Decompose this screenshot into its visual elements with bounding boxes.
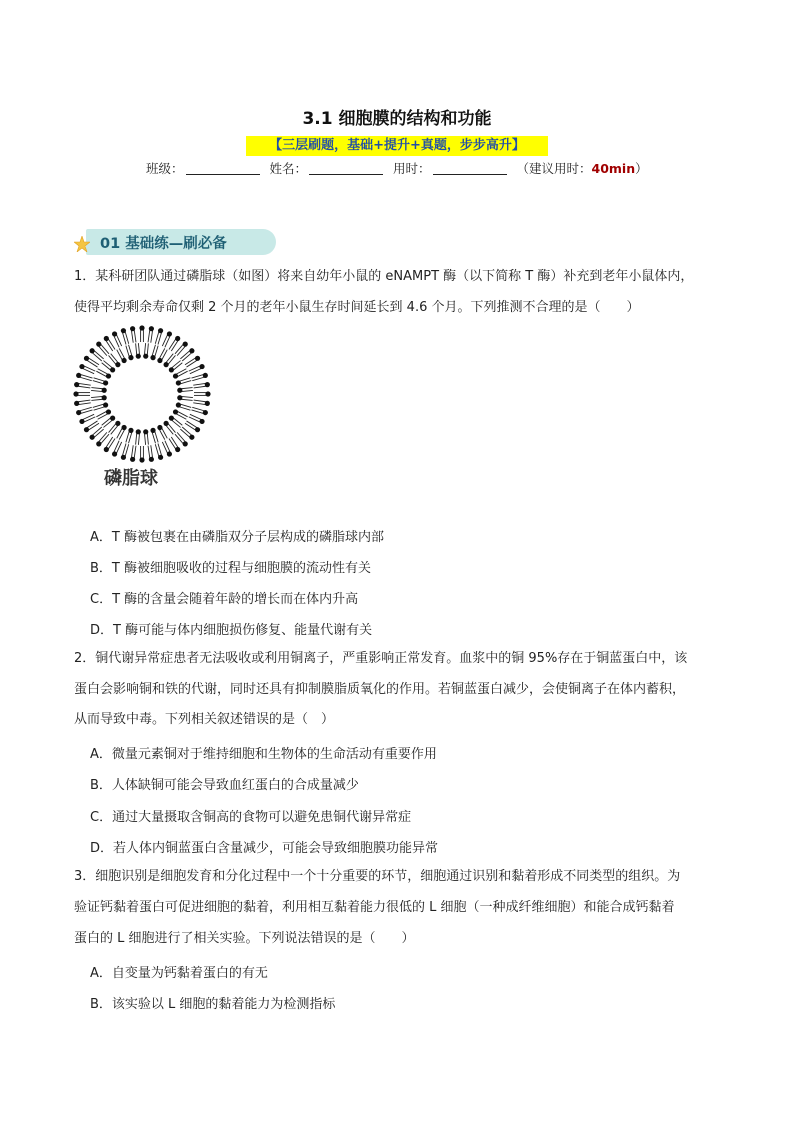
- question-1-option-d[interactable]: D．T 酶可能与体内细胞损伤修复、能量代谢有关: [90, 623, 373, 638]
- phospholipid-molecule: [162, 331, 172, 347]
- phospholipid-molecule: [84, 421, 99, 432]
- phospholipid-molecule: [90, 427, 104, 440]
- suggest-prefix: （建议用时：: [516, 161, 592, 176]
- phospholipid-molecule: [177, 395, 193, 400]
- phospholipid-molecule: [104, 437, 115, 452]
- phospholipid-molecule: [117, 425, 127, 440]
- phospholipid-molecule: [96, 432, 109, 446]
- figure-caption: 磷脂球: [104, 468, 158, 489]
- phospholipid-molecule: [173, 369, 188, 379]
- question-2-option-a[interactable]: A．微量元素铜对于维持细胞和生物体的生命活动有重要作用: [90, 747, 437, 762]
- phospholipid-molecule: [194, 391, 211, 396]
- phospholipid-molecule: [126, 428, 134, 443]
- phospholipid-molecule: [191, 407, 207, 415]
- phospholipid-molecule: [76, 407, 92, 415]
- phospholipid-molecule: [109, 354, 121, 368]
- question-2-line-1: 2．铜代谢异常症患者无法吸收或利用铜离子，严重影响正常发育。血浆中的铜 95%存在于铜蓝蛋白中，该: [74, 651, 688, 666]
- phospholipid-molecule: [169, 416, 183, 428]
- phospholipid-molecule: [176, 378, 191, 386]
- phospholipid-molecule: [136, 343, 141, 359]
- phospholipid-molecule: [193, 400, 210, 406]
- class-blank[interactable]: [186, 162, 260, 175]
- section-label: 01 基础练—刷必备: [100, 236, 227, 252]
- phospholipid-molecule: [117, 348, 127, 363]
- phospholipid-molecule: [121, 443, 129, 459]
- question-3-line-1: 3．细胞识别是细胞发育和分化过程中一个十分重要的环节，细胞通过识别和黏着形成不同类型的组织。为: [74, 869, 681, 884]
- question-3-option-a[interactable]: A．自变量为钙黏着蛋白的有无: [90, 966, 268, 981]
- phospholipid-molecule: [102, 361, 116, 373]
- phospholipid-molecule: [148, 445, 154, 462]
- question-3-line-3: 蛋白的 L 细胞进行了相关实验。下列说法错误的是（ ）: [74, 931, 415, 946]
- phospholipid-molecule: [112, 441, 122, 457]
- time-blank[interactable]: [433, 162, 507, 175]
- name-label: 姓名：: [269, 161, 308, 176]
- phospholipid-molecule: [109, 421, 121, 435]
- phospholipid-molecule: [76, 373, 92, 381]
- question-1-option-c[interactable]: C．T 酶的含量会随着年龄的增长而在体内升高: [90, 592, 359, 607]
- suggest-time: 40min: [591, 161, 636, 176]
- question-2-option-d[interactable]: D．若人体内铜蓝蛋白含量减少，可能会导致细胞膜功能异常: [90, 841, 439, 856]
- phospholipid-molecule: [139, 325, 144, 342]
- phospholipid-molecule: [177, 388, 193, 393]
- phospholipid-molecule: [93, 378, 108, 386]
- phospholipid-molecule: [96, 409, 111, 419]
- phospholipid-molecule: [175, 432, 188, 446]
- page-title: 3.1 细胞膜的结构和功能: [302, 109, 492, 129]
- time-label: 用时：: [393, 161, 431, 176]
- phospholipid-molecule: [90, 348, 104, 361]
- question-1-line-1: 1．某科研团队通过磷脂球（如图）将来自幼年小鼠的 eNAMPT 酶（以下简称 T 酶）补充到老年小鼠体内，: [74, 269, 694, 284]
- phospholipid-molecule: [104, 336, 115, 351]
- phospholipid-molecule: [189, 364, 205, 374]
- class-label: 班级：: [146, 161, 184, 176]
- phospholipid-molecule: [189, 414, 205, 424]
- phospholipid-molecule: [73, 391, 90, 396]
- phospholipid-molecule: [96, 342, 109, 356]
- phospholipid-molecule: [180, 348, 194, 361]
- phospholipid-molecule: [169, 437, 180, 452]
- name-blank[interactable]: [309, 162, 383, 175]
- phospholipid-molecule: [164, 354, 176, 368]
- phospholipid-molecule: [130, 326, 136, 343]
- question-2-line-2: 蛋白会影响铜和铁的代谢，同时还具有抑制膜脂质氧化的作用。若铜蓝蛋白减少，会使铜离子在体内蓄积，: [74, 682, 686, 697]
- phospholipid-molecule: [150, 345, 158, 360]
- phospholipid-molecule: [157, 425, 167, 440]
- phospholipid-molecule: [193, 382, 210, 388]
- phospholipid-molecule: [130, 445, 136, 462]
- phospholipid-molecule: [175, 342, 188, 356]
- liposome-figure: [72, 324, 212, 464]
- phospholipid-molecule: [150, 428, 158, 443]
- phospholipid-molecule: [148, 326, 154, 343]
- phospholipid-molecule: [84, 356, 99, 367]
- student-info-line: [146, 159, 648, 177]
- phospholipid-molecule: [176, 402, 191, 410]
- phospholipid-molecule: [74, 382, 91, 388]
- phospholipid-molecule: [155, 443, 163, 459]
- phospholipid-molecule: [112, 331, 122, 347]
- phospholipid-molecule: [96, 369, 111, 379]
- phospholipid-molecule: [126, 345, 134, 360]
- question-3-option-b[interactable]: B．该实验以 L 细胞的黏着能力为检测指标: [90, 997, 336, 1012]
- question-3-line-2: 验证钙黏着蛋白可促进细胞的黏着，利用相互黏着能力很低的 L 细胞（一种成纤维细胞）和能合成钙黏着: [74, 900, 675, 915]
- question-2-line-3: 从而导致中毒。下列相关叙述错误的是（ ）: [74, 712, 335, 727]
- phospholipid-molecule: [93, 402, 108, 410]
- phospholipid-molecule: [169, 361, 183, 373]
- question-2-option-c[interactable]: C．通过大量摄取含铜高的食物可以避免患铜代谢异常症: [90, 810, 412, 825]
- phospholipid-molecule: [155, 328, 163, 344]
- subtitle-banner: 【三层刷题，基础+提升+真题，步步高升】: [246, 136, 548, 156]
- phospholipid-molecule: [185, 356, 200, 367]
- phospholipid-molecule: [162, 441, 172, 457]
- phospholipid-molecule: [157, 348, 167, 363]
- phospholipid-molecule: [139, 446, 144, 463]
- phospholipid-molecule: [173, 409, 188, 419]
- phospholipid-molecule: [91, 395, 107, 400]
- section-header: [74, 226, 286, 256]
- question-1-option-b[interactable]: B．T 酶被细胞吸收的过程与细胞膜的流动性有关: [90, 561, 371, 576]
- phospholipid-molecule: [74, 400, 91, 406]
- phospholipid-molecule: [143, 429, 148, 445]
- question-1-line-2: 使得平均剩余寿命仅剩 2 个月的老年小鼠生存时间延长到 4.6 个月。下列推测不合理的是（ ）: [74, 300, 640, 315]
- phospholipid-molecule: [91, 388, 107, 393]
- suggest-suffix: ）: [635, 161, 648, 176]
- phospholipid-molecule: [191, 373, 207, 381]
- phospholipid-molecule: [79, 364, 95, 374]
- star-icon: [74, 236, 90, 252]
- phospholipid-molecule: [121, 328, 129, 344]
- phospholipid-molecule: [143, 343, 148, 359]
- phospholipid-molecule: [79, 414, 95, 424]
- question-2-option-b[interactable]: B．人体缺铜可能会导致血红蛋白的合成量减少: [90, 778, 359, 793]
- phospholipid-molecule: [136, 429, 141, 445]
- question-1-option-a[interactable]: A．T 酶被包裹在由磷脂双分子层构成的磷脂球内部: [90, 530, 384, 545]
- phospholipid-molecule: [185, 421, 200, 432]
- phospholipid-molecule: [169, 336, 180, 351]
- phospholipid-molecule: [164, 421, 176, 435]
- phospholipid-molecule: [180, 427, 194, 440]
- phospholipid-molecule: [102, 416, 116, 428]
